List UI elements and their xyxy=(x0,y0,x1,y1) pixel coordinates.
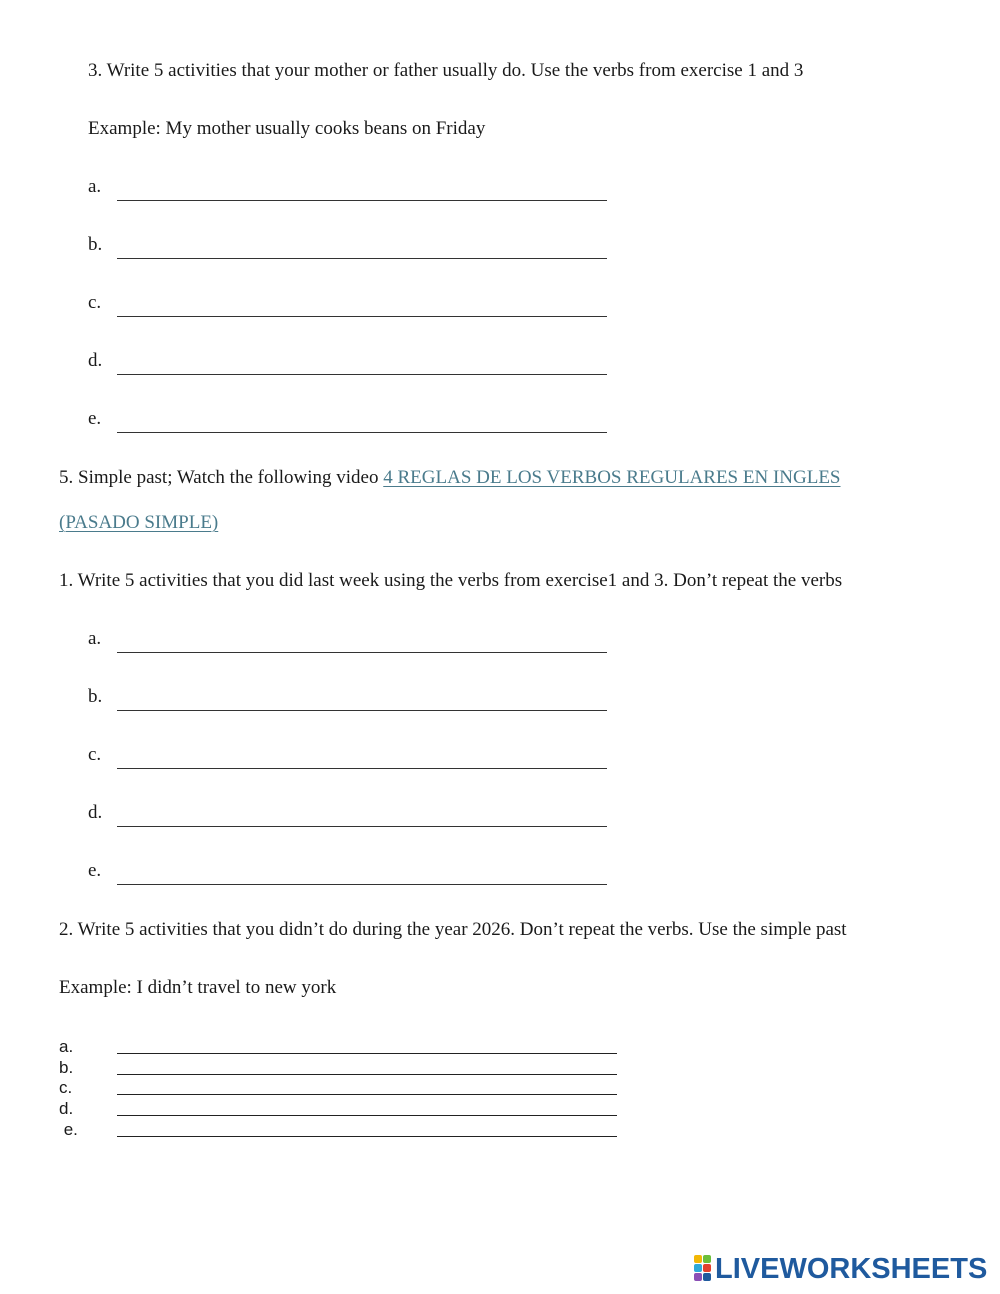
answer-row-1c xyxy=(88,744,608,774)
answer-label: c. xyxy=(88,292,102,313)
answer-row-1d xyxy=(88,802,608,832)
answer-label: c. xyxy=(59,1078,73,1097)
answer-blank[interactable] xyxy=(117,768,607,769)
answer-label: a. xyxy=(88,628,102,649)
answer-row-3b xyxy=(88,234,608,264)
answer-row-2a xyxy=(59,1037,619,1057)
answer-label: d. xyxy=(88,350,103,371)
answer-label: a. xyxy=(88,176,102,197)
answer-label: b. xyxy=(59,1058,74,1077)
answer-row-3e xyxy=(88,408,608,438)
answer-blank[interactable] xyxy=(117,200,607,201)
answer-row-3d xyxy=(88,350,608,380)
answer-label: e. xyxy=(88,860,102,881)
answer-label: e. xyxy=(88,408,102,429)
answer-blank[interactable] xyxy=(117,710,607,711)
answer-blank[interactable] xyxy=(117,826,607,827)
answer-row-2b xyxy=(59,1058,619,1078)
exercise-2-heading: 2. Write 5 activities that you didn’t do during the year 2026. Don’t repeat the verbs. Use the simple past xyxy=(59,919,847,940)
liveworksheets-brand: LIVEWORKSHEETS xyxy=(715,1252,988,1285)
answer-label: a. xyxy=(59,1037,74,1056)
video-link[interactable]: 4 REGLAS DE LOS VERBOS REGULARES EN INGLES xyxy=(383,467,841,488)
answer-blank[interactable] xyxy=(117,316,607,317)
answer-label: d. xyxy=(88,802,103,823)
simple-past-intro: 5. Simple past; Watch the following video xyxy=(59,467,384,488)
answer-label: e. xyxy=(59,1120,78,1139)
answer-blank[interactable] xyxy=(117,374,607,375)
answer-label: b. xyxy=(88,686,103,707)
answer-label: c. xyxy=(88,744,102,765)
exercise-1-heading: 1. Write 5 activities that you did last week using the verbs from exercise1 and 3. Don’t repeat the verbs xyxy=(59,570,843,591)
answer-row-3a xyxy=(88,176,608,206)
answer-blank[interactable] xyxy=(117,1074,617,1075)
answer-blank[interactable] xyxy=(117,432,607,433)
answer-blank[interactable] xyxy=(117,652,607,653)
video-link-continuation xyxy=(59,512,218,534)
answer-label: b. xyxy=(88,234,103,255)
exercise-3-example: Example: My mother usually cooks beans on Friday xyxy=(88,118,486,139)
answer-label: d. xyxy=(59,1099,74,1118)
liveworksheets-logo xyxy=(694,1253,987,1285)
answer-row-1a xyxy=(88,628,608,658)
answer-row-2c xyxy=(59,1078,619,1098)
exercise-2-example: Example: I didn’t travel to new york xyxy=(59,977,337,998)
answer-row-1b xyxy=(88,686,608,716)
exercise-3-heading: 3. Write 5 activities that your mother or father usually do. Use the verbs from exercise 1 and 3 xyxy=(88,60,804,81)
answer-blank[interactable] xyxy=(117,1136,617,1137)
answer-blank[interactable] xyxy=(117,1053,617,1054)
answer-blank[interactable] xyxy=(117,1094,617,1095)
video-link-line2[interactable]: (PASADO SIMPLE) xyxy=(59,512,219,533)
answer-row-2e xyxy=(59,1120,619,1140)
answer-row-3c xyxy=(88,292,608,322)
answer-row-1e xyxy=(88,860,608,890)
answer-blank[interactable] xyxy=(117,258,607,259)
answer-blank[interactable] xyxy=(117,884,607,885)
answer-row-2d xyxy=(59,1099,619,1119)
answer-blank[interactable] xyxy=(117,1115,617,1116)
liveworksheets-mark-icon xyxy=(694,1255,712,1283)
simple-past-heading xyxy=(59,467,841,489)
